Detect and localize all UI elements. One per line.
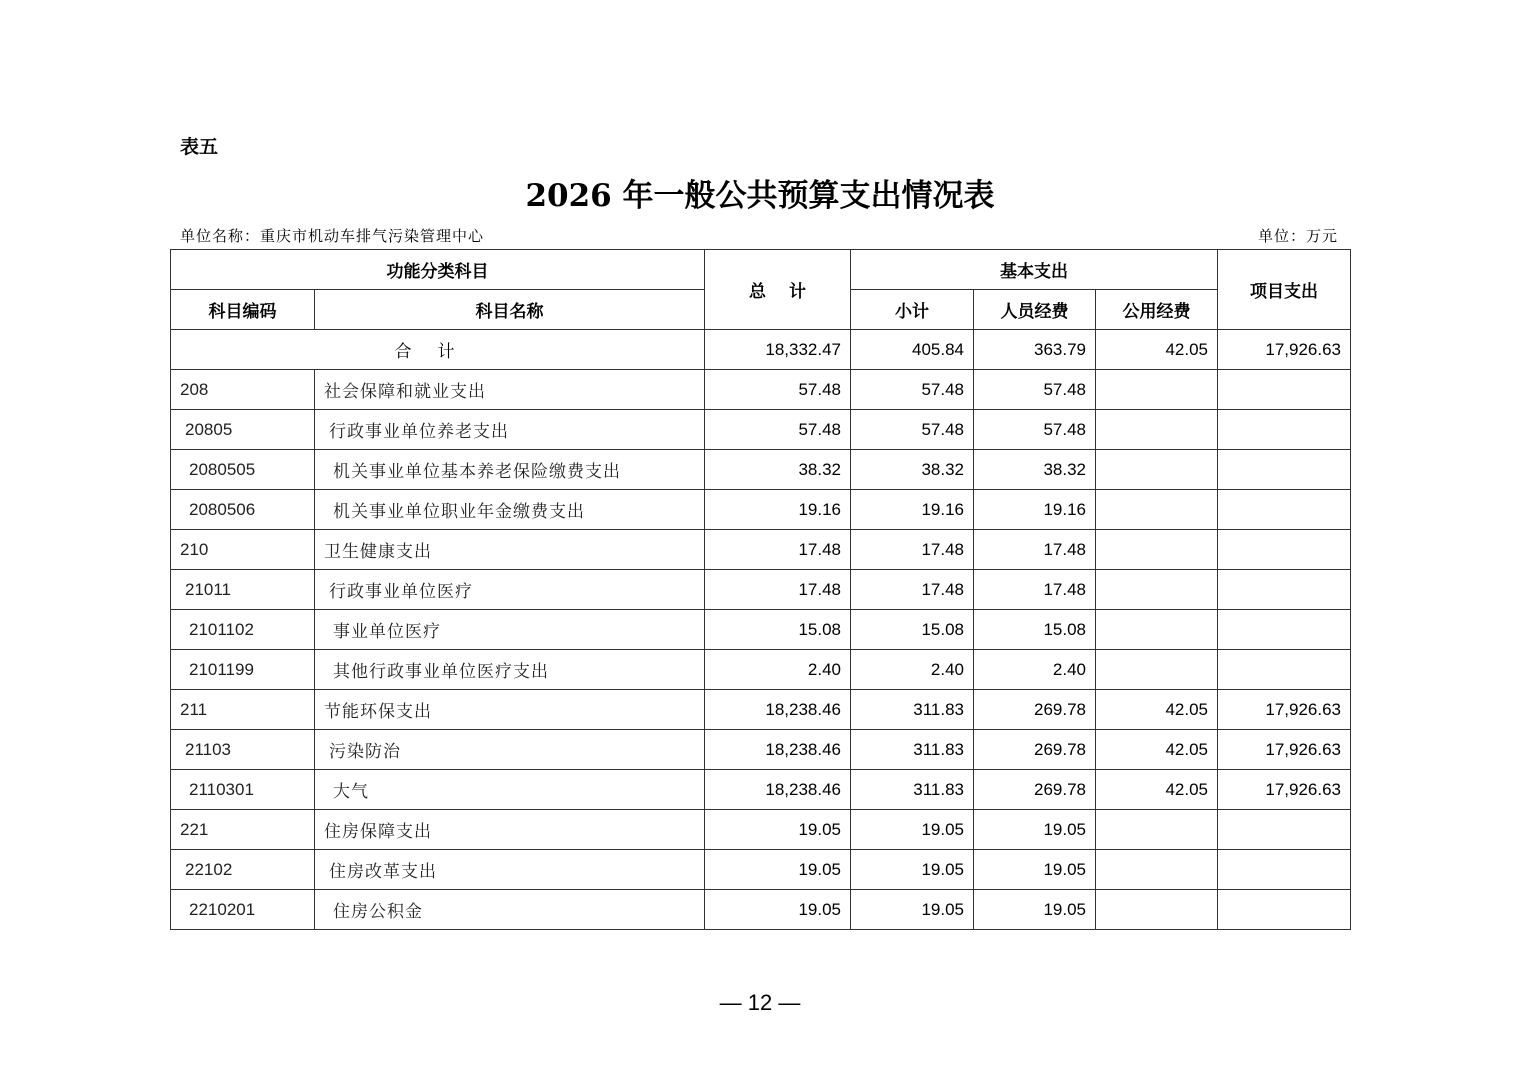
cell-project [1218, 410, 1351, 450]
cell-project: 17,926.63 [1218, 730, 1351, 770]
cell-personnel: 2.40 [974, 650, 1096, 690]
total-public: 42.05 [1096, 330, 1218, 370]
cell-code: 2210201 [171, 890, 315, 930]
cell-subtotal: 17.48 [851, 530, 974, 570]
table-row [171, 370, 1351, 410]
cell-total: 18,238.46 [705, 770, 851, 810]
cell-total: 18,238.46 [705, 730, 851, 770]
cell-project: 17,926.63 [1218, 770, 1351, 810]
header-functional-category: 功能分类科目 [171, 250, 705, 290]
cell-total: 38.32 [705, 450, 851, 490]
cell-public: 42.05 [1096, 730, 1218, 770]
cell-public [1096, 490, 1218, 530]
cell-subtotal: 38.32 [851, 450, 974, 490]
cell-project: 17,926.63 [1218, 690, 1351, 730]
cell-name: 节能环保支出 [315, 690, 705, 730]
cell-name: 机关事业单位基本养老保险缴费支出 [315, 450, 705, 490]
cell-subtotal: 17.48 [851, 570, 974, 610]
cell-code: 2080505 [171, 450, 315, 490]
cell-code: 210 [171, 530, 315, 570]
cell-subtotal: 311.83 [851, 690, 974, 730]
table-row [171, 410, 1351, 450]
cell-name: 事业单位医疗 [315, 610, 705, 650]
total-subtotal: 405.84 [851, 330, 974, 370]
cell-name: 行政事业单位医疗 [315, 570, 705, 610]
cell-project [1218, 370, 1351, 410]
cell-public [1096, 570, 1218, 610]
header-total: 总 计 [705, 250, 851, 330]
cell-personnel: 269.78 [974, 690, 1096, 730]
cell-public [1096, 370, 1218, 410]
cell-project [1218, 890, 1351, 930]
cell-code: 20805 [171, 410, 315, 450]
cell-code: 21011 [171, 570, 315, 610]
cell-public [1096, 450, 1218, 490]
cell-name: 卫生健康支出 [315, 530, 705, 570]
cell-code: 2110301 [171, 770, 315, 810]
cell-total: 57.48 [705, 410, 851, 450]
table-row [171, 890, 1351, 930]
cell-personnel: 17.48 [974, 570, 1096, 610]
cell-project [1218, 610, 1351, 650]
cell-personnel: 269.78 [974, 770, 1096, 810]
header-row-1 [171, 250, 1351, 290]
cell-name: 住房公积金 [315, 890, 705, 930]
table-row [171, 490, 1351, 530]
total-total: 18,332.47 [705, 330, 851, 370]
cell-name: 行政事业单位养老支出 [315, 410, 705, 450]
table-row [171, 770, 1351, 810]
header-name: 科目名称 [315, 290, 705, 330]
cell-code: 21103 [171, 730, 315, 770]
cell-project [1218, 490, 1351, 530]
cell-total: 19.16 [705, 490, 851, 530]
cell-total: 19.05 [705, 810, 851, 850]
cell-personnel: 17.48 [974, 530, 1096, 570]
cell-project [1218, 450, 1351, 490]
table-row [171, 570, 1351, 610]
cell-personnel: 38.32 [974, 450, 1096, 490]
cell-subtotal: 19.05 [851, 850, 974, 890]
cell-total: 15.08 [705, 610, 851, 650]
cell-total: 2.40 [705, 650, 851, 690]
header-personnel: 人员经费 [974, 290, 1096, 330]
cell-subtotal: 57.48 [851, 370, 974, 410]
cell-total: 17.48 [705, 530, 851, 570]
total-label: 合计 [171, 330, 705, 370]
cell-personnel: 57.48 [974, 410, 1096, 450]
table-row [171, 450, 1351, 490]
table-label: 表五 [180, 136, 219, 158]
cell-subtotal: 57.48 [851, 410, 974, 450]
total-project: 17,926.63 [1218, 330, 1351, 370]
total-personnel: 363.79 [974, 330, 1096, 370]
header-public: 公用经费 [1096, 290, 1218, 330]
table-row [171, 530, 1351, 570]
cell-public [1096, 530, 1218, 570]
cell-subtotal: 19.16 [851, 490, 974, 530]
table-row [171, 810, 1351, 850]
cell-subtotal: 15.08 [851, 610, 974, 650]
unit-name: 单位名称：重庆市机动车排气污染管理中心 [180, 227, 485, 245]
cell-code: 208 [171, 370, 315, 410]
cell-total: 57.48 [705, 370, 851, 410]
cell-public [1096, 850, 1218, 890]
cell-name: 住房保障支出 [315, 810, 705, 850]
cell-total: 19.05 [705, 850, 851, 890]
cell-total: 19.05 [705, 890, 851, 930]
cell-subtotal: 2.40 [851, 650, 974, 690]
table-header [171, 250, 1351, 330]
header-subtotal: 小计 [851, 290, 974, 330]
table-row [171, 730, 1351, 770]
cell-name: 住房改革支出 [315, 850, 705, 890]
cell-code: 211 [171, 690, 315, 730]
table-row [171, 850, 1351, 890]
header-project: 项目支出 [1218, 250, 1351, 330]
cell-public [1096, 610, 1218, 650]
cell-subtotal: 311.83 [851, 770, 974, 810]
cell-public [1096, 890, 1218, 930]
cell-public [1096, 810, 1218, 850]
cell-name: 其他行政事业单位医疗支出 [315, 650, 705, 690]
cell-public: 42.05 [1096, 770, 1218, 810]
cell-name: 社会保障和就业支出 [315, 370, 705, 410]
header-code: 科目编码 [171, 290, 315, 330]
cell-personnel: 19.05 [974, 850, 1096, 890]
document-title: 2026 年一般公共预算支出情况表 [525, 178, 995, 214]
cell-code: 2101102 [171, 610, 315, 650]
cell-public [1096, 650, 1218, 690]
header-basic: 基本支出 [851, 250, 1218, 290]
cell-project [1218, 570, 1351, 610]
table-row [171, 690, 1351, 730]
cell-subtotal: 19.05 [851, 890, 974, 930]
cell-subtotal: 19.05 [851, 810, 974, 850]
cell-project [1218, 850, 1351, 890]
cell-name: 机关事业单位职业年金缴费支出 [315, 490, 705, 530]
cell-subtotal: 311.83 [851, 730, 974, 770]
cell-project [1218, 530, 1351, 570]
cell-personnel: 19.05 [974, 810, 1096, 850]
cell-code: 221 [171, 810, 315, 850]
table-row [171, 650, 1351, 690]
cell-name: 大气 [315, 770, 705, 810]
table-row [171, 610, 1351, 650]
cell-personnel: 19.16 [974, 490, 1096, 530]
cell-personnel: 15.08 [974, 610, 1096, 650]
budget-table [170, 249, 1351, 930]
total-row [171, 330, 1351, 370]
cell-code: 2101199 [171, 650, 315, 690]
cell-code: 22102 [171, 850, 315, 890]
cell-personnel: 19.05 [974, 890, 1096, 930]
cell-total: 18,238.46 [705, 690, 851, 730]
unit-label: 单位：万元 [1257, 227, 1338, 245]
table-body [171, 330, 1351, 930]
cell-total: 17.48 [705, 570, 851, 610]
cell-project [1218, 650, 1351, 690]
cell-personnel: 57.48 [974, 370, 1096, 410]
cell-code: 2080506 [171, 490, 315, 530]
cell-public [1096, 410, 1218, 450]
cell-personnel: 269.78 [974, 730, 1096, 770]
cell-project [1218, 810, 1351, 850]
cell-name: 污染防治 [315, 730, 705, 770]
cell-public: 42.05 [1096, 690, 1218, 730]
page-number: — 12 — [719, 990, 801, 1015]
